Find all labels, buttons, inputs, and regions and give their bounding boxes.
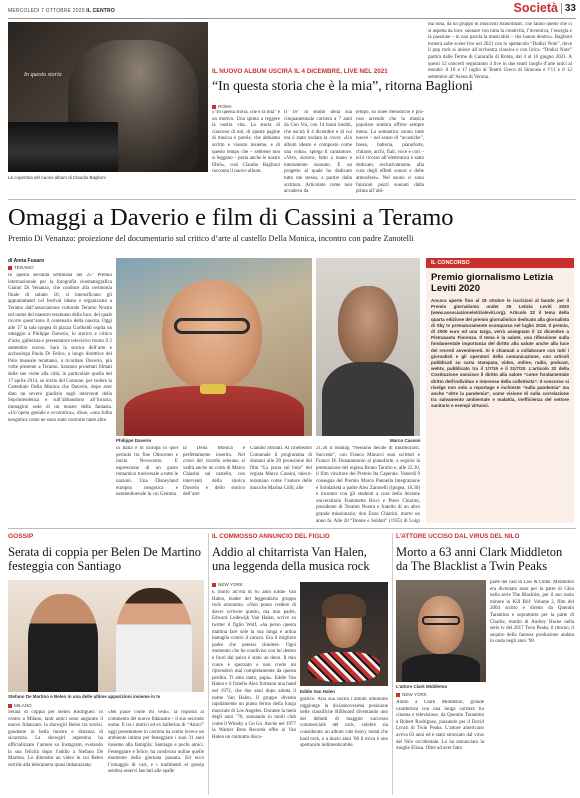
main-byline: di Anna Fusaro: [8, 258, 45, 264]
main-location-tag: [8, 265, 34, 270]
contest-header: [426, 258, 574, 268]
middleton-location-tag: [396, 692, 427, 697]
guitar-shape: [308, 652, 380, 682]
daverio-bowtie: [200, 384, 226, 394]
cassini-photo: [316, 258, 420, 436]
main-col-3: la Della Monica è perfettamente inserito. Nel corso del ricordo ederano si vedrà anche un corto di Marco Chiarini sul castello, con interventi della storica Daverio e dello storico dell’arte: [183, 446, 245, 498]
contest-body: Ancora aperte fino al 18 ottobre le iscrizioni al bando per il Premio giornalismo under 35 Letizia Leviti 2020 (www.associazioneletizialeviti.org). Articolo 32 il tema della quarta edizione del premio giornalistico dedicato alla giornalista di Sky tv prematuramente scomparsa nel luglio 2016. Il premio, di 2000 euro ed una targa, verrà assegnato il 12 dicembre a Pietrasanta Fiorenza. Il tema è la salute, una riflessione sulla fondamentale importanza del diritto alla salute anche alla luce dei recenti avvenimenti. Si è chiamati a collaborare con tutti i giornalisti e gli operatori della comunicazione, con articoli pubblicati su carta stampata, video, online, radio, podcast, webtv, pubblicato tra il 1/7/19 e il 31/7/20. L’articolo 32 della Costituzione sancisce il diritto alla salute “come fondamentale diritto dell’individuo e interesse della collettività”. Il concorso si rivolge non solo a reportage e inchieste “sulla pandemia” ma anche “oltre la pandemia”, come visione di sulla correlazione tra salvamento ambientale e malattia, inefficienza del settore sanitario e esempi virtuosi.: [431, 298, 569, 409]
vanhalen-kicker: IL COMMOSSO ANNUNCIO DEL FIGLIO: [212, 533, 330, 540]
main-col-5: 21.30 il reading “Nessuno decide di innamorarsi. Succede”, con Franca Minucci suoi scrittori e Franco Di Donatantonio al pianoforte, a seguire la premiazione del regista Bruno Tarullo e, alle 22.30, il film vincitore del Premio Ita Caperale. Venerdì 9 consegna del Premio Marco Pannella Integrazione e Solidarietà a padre Alex Zanotelli (ipogea, 16.30) e incontro con gli studenti a cura della docente universitaria Fiammetta Ricci e Piero Chiarini, presidente di Teramo Nostra e fratello di un altro grande missionario, don Enzo Chiarini, morto un anno fa. Alle 20 “Donne e Soldati” (1955) di Luigi: [316, 446, 420, 523]
section-label: [514, 1, 558, 15]
divider-vertical-1: [208, 533, 209, 795]
middleton-title: Morto a 63 anni Clark Middleton da The Blacklist a Twin Peaks: [396, 545, 563, 573]
contest-title: Premio giornalismo Letizia Leviti 2020: [431, 272, 554, 294]
page-number: [561, 3, 576, 14]
vanhalen-col-1: È morto all’età di 65 anni Eddie Van Halen, leader del leggendario gruppo rock omonimo. «Non posso credere di dover scrivere questo, ma mio padre, Edward Lodewijk Van Halen, scrive su twitter il figlio Wolf, «ha perso questa mattina fare sole la sua lunga e ardua battaglia contro il cancro. Era il migliore padre che potessi chiedere. Ogni momento che ho condiviso con lui dentro e fuori dal palco è stato un dono. Il mio cuore è spezzato e non credo mi riprenderò mai completamente da questa perdita. Ti amo tanto, papà». Eddie Van Halen e il fratello Alex formano una band nel 1972, che due anni dopo adotta il nome Van Halen. Il gruppo diventa rapidamente un punto fermo della lunga musicale di Los Angeles. Durante la metà degli anni ’70, suonando in molti club come il Whisky a Go Go. Anche nel 1977 la Warner Bros Records offre ai Van Halen un contratto disco-: [212, 590, 296, 741]
daverio-face: [162, 280, 262, 390]
belen-figure: [116, 588, 192, 692]
vanhalen-title: Addio al chitarrista Van Halen, una leggenda della musica rock: [212, 545, 370, 573]
middleton-photo: [396, 580, 486, 682]
cassini-caption: Marco Cassini: [390, 438, 421, 443]
location-marker-icon: [396, 693, 400, 697]
vanhalen-col-2: grafico. Alla sua uscita l’album omonimo raggiunge la diciannovesima posizione nelle classifiche Billboard diventando uno dei debutti di maggior successo commerciale del rock, celebre sia considerato un album vale heavy metal che hard rock, e a inizio anni ’80 il trova è uno spettacolo indimenticabile.: [300, 697, 388, 749]
divider-top: [8, 199, 576, 200]
daverio-glasses: [174, 318, 250, 334]
location-marker-icon: [8, 266, 12, 270]
daverio-photo: [116, 258, 312, 436]
divider-vertical-2: [392, 533, 393, 795]
main-col-2: in Italia e in Europa in quel periodo tra fine Ottocento e inizio Novecento. E espressione di un gusto romantico trasversale a tutte le nazioni. Una Disneyland europea neogotica e neomedioevale in cui Gemma: [116, 446, 178, 498]
baglioni-kicker: IL NUOVO ALBUM USCIRÀ IL 4 DICEMBRE, LIVE NEL 2021: [212, 68, 388, 75]
cassini-body: [322, 362, 414, 436]
middleton-body: [402, 654, 480, 682]
location-marker-icon: [8, 704, 12, 708]
main-tag-text: TERAMO: [14, 265, 34, 270]
gossip-title: Serata di coppia per Belen De Martino festeggia con Santiago: [8, 545, 201, 573]
vanhalen-caption: Eddie Van Halen: [300, 689, 336, 694]
gossip-col-2: «Mi piace come mi vedi», la risposta al commento del nuovo fidanzato – il suo secondo nome. E tra i motivi ed ex ballerino di “Amici” oggi presentatore in carriera ha scelto invece un ambiente intimo per festeggiare i suoi 31 anni insieme alla famiglia: Santiago e pochi amici. Festeggiare e felice, ha condiviso online quelle momento della giornata passata. Ed ecco l’omaggio di vari, e i tradimenti ei gossip sembra esservi lasciati alle spalle: [108, 710, 204, 775]
main-col-4: Claudio Strinati. Al cinetreatro Comunale il programma di domani alle 20 proiezione del film “La porta sul buio” del regista Marco Cassini, taleco-teramano come l’autore delle musiche Marina Colli; alle: [250, 446, 312, 491]
vanhalen-photo: [300, 582, 388, 686]
de-martino-figure: [28, 594, 98, 692]
date-text: MERCOLEDÌ 7 OTTOBRE 2020: [8, 8, 85, 14]
middleton-kicker: L’ATTORE UCCISO DAL VIRUS DEL NILO: [396, 533, 520, 540]
vanhalen-tag-text: NEW YORK: [218, 582, 243, 587]
baglioni-title: “In questa storia che è la mia”, ritorna Baglioni: [212, 78, 473, 93]
middleton-tag-text: NEW YORK: [402, 692, 427, 697]
baglioni-album-cover: [8, 22, 208, 172]
contest-header-text: IL CONCORSO: [431, 260, 470, 266]
contest-box: [426, 258, 574, 523]
vanhalen-hair: [322, 594, 366, 618]
paper-name: IL CENTRO: [86, 8, 115, 14]
gossip-col-1: Serata di coppia per Belen Rodriguez: in centro a Milano, tanti amici sono augurato il nuovo fidanzato: la showgirl Belen tra sorrisi, gaudente in bella mostra e distanza di sicurezza. La showgirl argentina ha ufficializzato l’amore su Instagram, svelando la sua felicità dopo l’addio a Stefano De Martino. Lo dimostra un video in cui Belen sorride alla telecamera quasi imbarazzata:: [8, 710, 103, 768]
gossip-tag-text: MILANO: [14, 703, 32, 708]
baglioni-tag-text: ROMA: [218, 104, 232, 109]
middleton-glasses: [422, 616, 460, 625]
location-marker-icon: [212, 105, 216, 109]
middleton-face: [418, 596, 464, 654]
masthead-rule: [8, 18, 576, 19]
baglioni-col-1: «“In questa storia, che è la mia” è un motivo. Una spinta a reggere la nostra vita. La storia di ciascuno di noi, di queste pagine di musica e parole, che abbiamo scritto e vissuto insieme, e di questo tempo che – sebbene non si leggano – porta anche le nostre filtrò», così Claudio Baglioni racconta il nuovo album.: [212, 110, 280, 175]
baglioni-photo-caption: La copertina del nuovo album di Claudio Baglioni: [8, 175, 106, 180]
page-number-text: 33: [564, 3, 576, 14]
baglioni-location-tag: [212, 104, 232, 109]
middleton-col-1: Addio a Clark Middleton, grande caratterista con una lunga carriera tra cinema e televisione, da Quentin Tarantino a Robert Rodriguez, passando per il David Lynch di Twin Peaks. L’attore americano aveva 63 anni ed è stato stroncato dal virus del Nilo occidentale. Lo ha annunciato la moglie Elissa. Oltre ad aver fatto: [396, 700, 484, 752]
baglioni-col-4: ma nota, da un gruppo di musicisti straordinari, che fanno quello che ci si aspetta da loro: suonare con tutta la creatività, l’inventiva, l’energia e la passione – in una parola la musicalità – che hanno dentro». Baglioni tornerà sulle scene live nel 2021 con lo spettacolo “Dodici Note”, dove il pop rock si unisce all’orchestra classica e con lirica. “Dodici Note” partirà dalle Terme di Caracalla di Roma, dal 4 al 10 giugno 2021. A questi 12 concerti seguiranno 4 live in due teatri luoghi d’arte unici al mondo: il 10 e 17 luglio al Teatro Greco di Siracusa e l’11 e il 12 settembre all’Arena di Verona.: [428, 22, 572, 80]
middleton-caption: L’attore Clark Middleton: [396, 684, 448, 689]
baglioni-col-2: Il 16° in studio della sua cinquantennale carriera a 7 anni da Con Voi, con 14 brani inediti, che uscirà il 4 dicembre e di cui ora è stato svelata la cover. «Un album ideato e composto come una volta», spiega il cantautore. «Vero, sincero, fatto a mano e interamente suonato. E un progetto al quale ho dedicato tutto me stesso, a partire dalla scrittura. Articolato come non accadeva da: [284, 110, 352, 195]
gossip-photo: [8, 580, 204, 692]
section-name: Società: [513, 1, 558, 15]
cassini-face: [338, 286, 398, 366]
vanhalen-location-tag: [212, 582, 243, 587]
main-title: Omaggi a Daverio e film di Cassini a Teramo: [8, 204, 454, 231]
middleton-col-2: parte del cast di Law & Order. Middleton era diventato noto per la parte di Glen nella serie The Blacklist, per il suo ruolo minore in Kill Bill: Volume 2, film del 2004 scritto e diretto da Quentin Tarantino e soprattutto per la parte di Charlie, marito di Audrey Horne nella serie tv del 2017 Twin Peaks, il ritorno, il sequito della famosa produzione andata in onda negli anni ’90.: [490, 580, 574, 645]
masthead-date: [8, 8, 115, 14]
gossip-location-tag: [8, 703, 32, 708]
gossip-kicker: GOSSIP: [8, 533, 34, 540]
main-subtitle: Premio Di Venanzo: proiezione del documentario sul critico d’arte al castello Della Monica, incontro con padre Zanotelli: [8, 234, 414, 243]
baglioni-col-3: tempo, su linee melodiche e pro- ross arrendo che la musica popolare sembra offrire sempre meno. La semantica suono tutte nuove – nel senso di “acustiche”, basso, batteria, pianoforte, chitarre, archi, fiati, voce e cori – ed è ricorso all’elettronica è stato dedicato, esclusivamente, alla cura degli effetti sonori e delle atmosfere». Nel suono ci sono funzioni pezzi suonati dalla prima all’ulti-: [356, 110, 424, 195]
divider-bottom: [8, 528, 576, 529]
main-col-1: In questa seconda settimana del 25° Premio internazionale per la fotografia cinematografica Gianni Di Venanzo, che conduce alla cerimonia finale di sabato 10, si intensificano gli appuntamenti col festival ideato e organizzato a Teramo dall’associazione culturale Teramo Nostra nel nome del maestro teramano della luce, del quale ricorre quest’anno il centenario della nascita. Oggi alle 17 la sala ipogea di piazza Garibaldi ospita un omaggio a Philippe Daverio, lo storico e critico d’arte, gallerista e presentatore televisivo morto il 2 settembre scorso. Sarà la storica dell’arte e archeologa Paola Di Felice, a lungo direttrice del Polo museale teramano, a ricordare Daverio, più volte presente a Teramo. Saranno proiettati filmati delle sue visite alla città, in particolare quella del 17 aprile 2014, su invito del Comune, per vedere la Cattedrale Della Monica che Daverio, dopo aver dato un severo giudizio sugli interventi della Soprintendenza e sull’abbandono all’incuria, immaginò sede di un museo della fantasia. «Un’opera geniale e eccentrica», disse, «una follia neogotica come ne sono state costruite tante altre: [8, 273, 112, 424]
gossip-caption: Stefano De Martino e Belen in una delle ultime apparizioni insieme in tv: [8, 694, 161, 699]
cover-title: In questo storia: [24, 72, 62, 78]
cover-piano: [8, 122, 118, 172]
location-marker-icon: [212, 583, 216, 587]
daverio-caption: Philippe Daverio: [116, 438, 152, 443]
